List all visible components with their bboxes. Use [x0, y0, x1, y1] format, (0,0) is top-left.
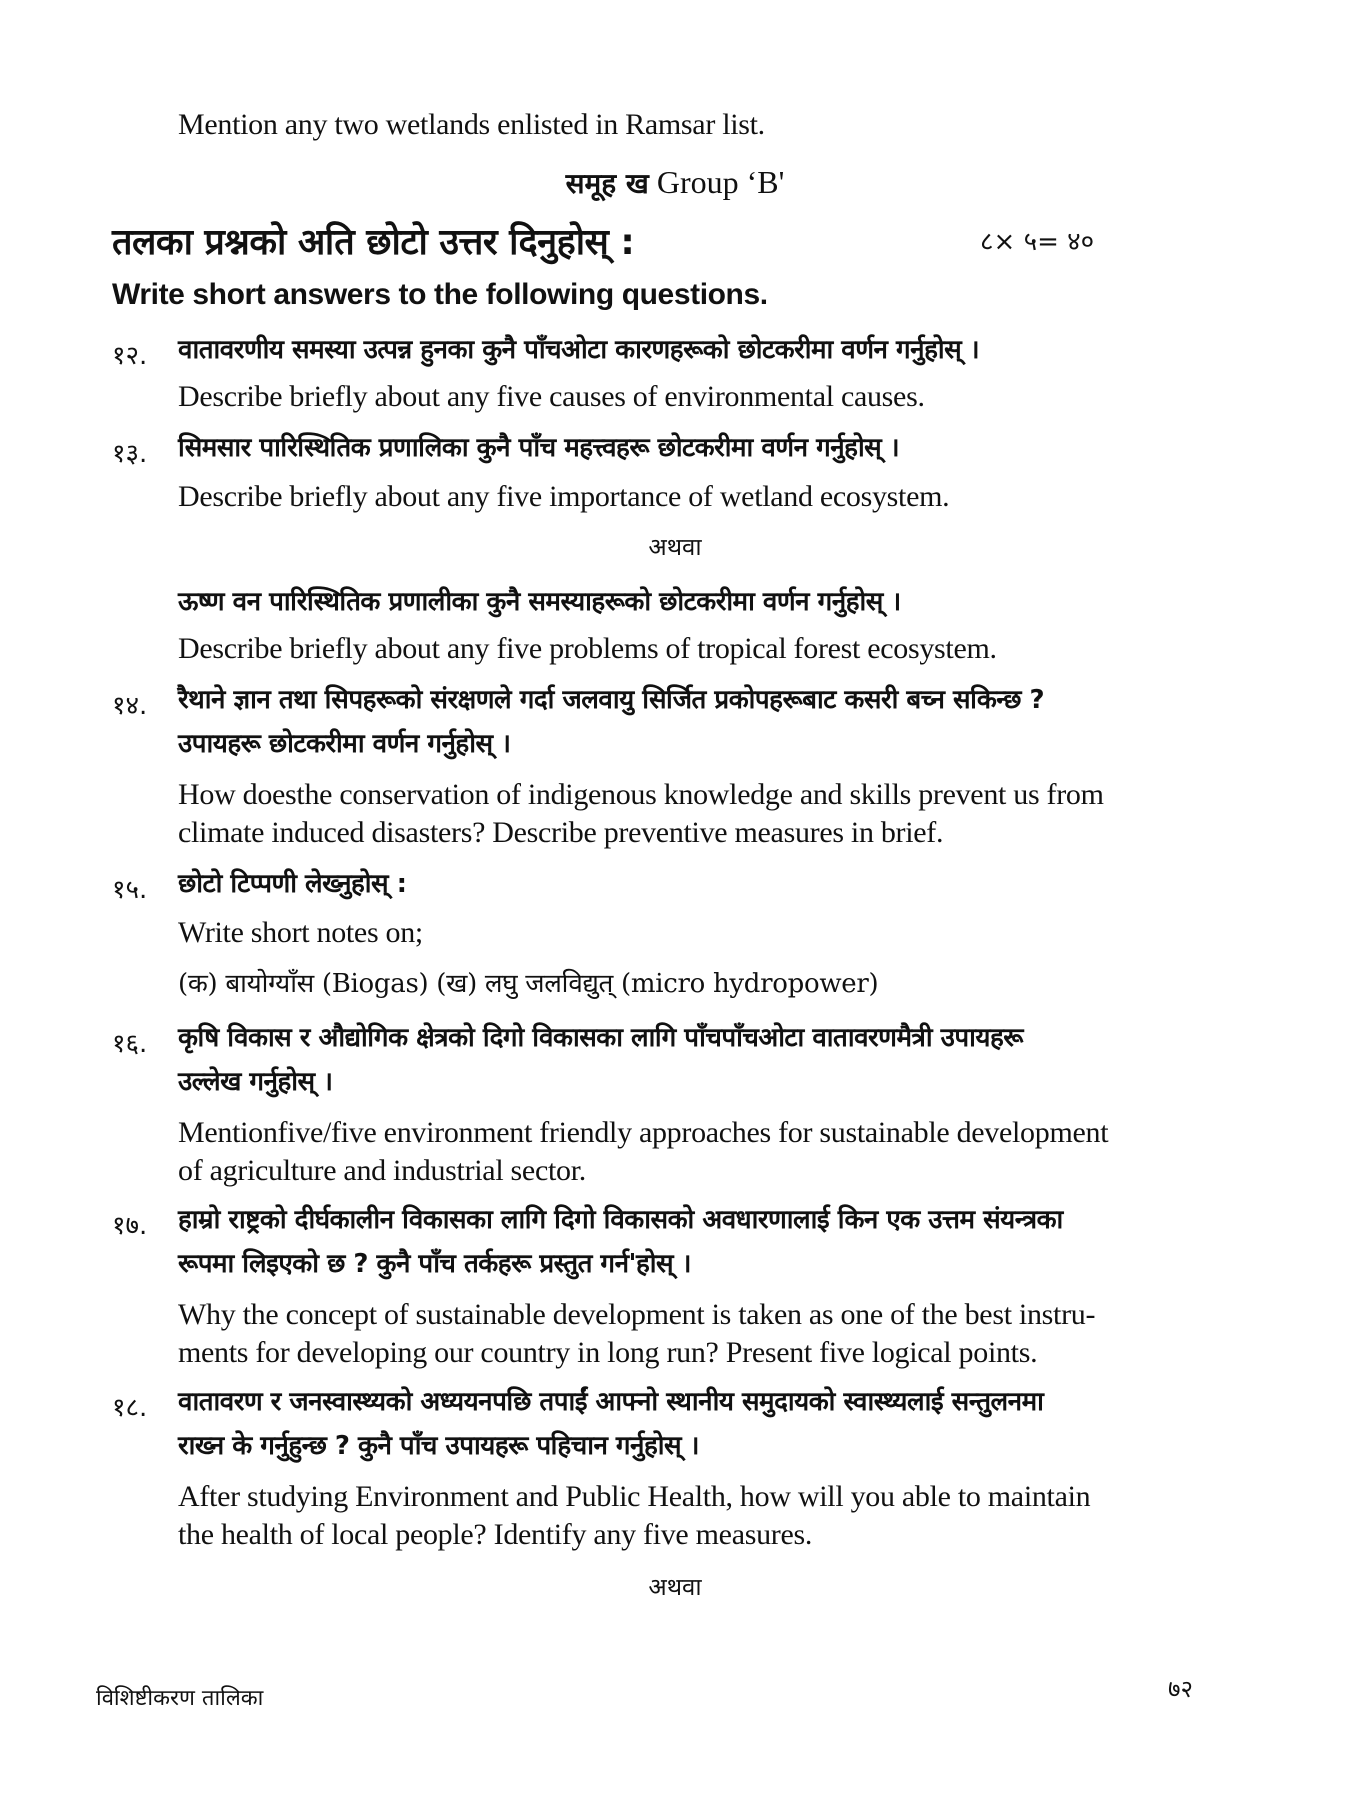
question-english-text: Describe briefly about any five importance of wetland ecosystem. [178, 480, 950, 513]
instruction-english: Write short answers to the following questions. [112, 278, 768, 311]
question-number: १६. [112, 1029, 148, 1059]
question-nepali-text: रैथाने ज्ञान तथा सिपहरूको संरक्षणले गर्दा जलवायु सिर्जित प्रकोपहरूबाट कसरी बच्न सकिन्छ ? [178, 685, 1045, 715]
question-english-text: climate induced disasters? Describe preventive measures in brief. [178, 816, 944, 849]
question-english-text: of agriculture and industrial sector. [178, 1154, 586, 1187]
marks-allocation: ८× ५= ४० [980, 227, 1095, 257]
alternative-nepali-text: ऊष्ण वन पारिस्थितिक प्रणालीका कुनै समस्याहरूको छोटकरीमा वर्णन गर्नुहोस् । [178, 587, 901, 617]
question-english-text: Why the concept of sustainable development is taken as one of the best instru- [178, 1298, 1096, 1331]
question-english-text: How doesthe conservation of indigenous knowledge and skills prevent us from [178, 778, 1104, 811]
group-heading [0, 164, 1350, 201]
question-nepali-text: सिमसार पारिस्थितिक प्रणालिका कुनै पाँच महत्त्वहरू छोटकरीमा वर्णन गर्नुहोस् । [178, 433, 900, 463]
group-heading-nepali: समूह ख [565, 167, 649, 200]
sub-items-text: (क) बायोग्याँस (Biogas) (ख) लघु जलविद्युत् (micro hydropower) [178, 969, 879, 999]
question-nepali-text: रूपमा लिइएको छ ? कुनै पाँच तर्कहरू प्रस्तुत गर्न'होस् । [178, 1249, 691, 1279]
question-english-text: the health of local people? Identify any five measures. [178, 1518, 813, 1551]
question-number: १७. [112, 1211, 148, 1241]
or-separator: अथवा [648, 533, 702, 561]
question-english-text: After studying Environment and Public Health, how will you able to maintain [178, 1480, 1091, 1513]
question-number: १८. [112, 1393, 148, 1423]
question-nepali-text: हाम्रो राष्ट्रको दीर्घकालीन विकासका लागि दिगो विकासको अवधारणालाई किन एक उत्तम संयन्त्रका [178, 1205, 1063, 1235]
question-english-text: Describe briefly about any five causes of environmental causes. [178, 380, 925, 413]
question-nepali-text: कृषि विकास र औद्योगिक क्षेत्रको दिगो विकासका लागि पाँचपाँचओटा वातावरणमैत्री उपायहरू [178, 1023, 1023, 1053]
question-nepali-text: उल्लेख गर्नुहोस् । [178, 1067, 333, 1097]
alternative-english-text: Describe briefly about any five problems of tropical forest ecosystem. [178, 632, 997, 665]
footer-title: विशिष्टीकरण तालिका [96, 1686, 264, 1711]
question-english-text: Mentionfive/five environment friendly approaches for sustainable development [178, 1116, 1109, 1149]
or-separator: अथवा [648, 1573, 702, 1601]
question-nepali-text: राख्न के गर्नुहुन्छ ? कुनै पाँच उपायहरू पहिचान गर्नुहोस् । [178, 1431, 700, 1461]
instruction-nepali: तलका प्रश्नको अति छोटो उत्तर दिनुहोस् : [112, 222, 635, 263]
page-number: ७२ [1168, 1675, 1193, 1703]
question-nepali-text: उपायहरू छोटकरीमा वर्णन गर्नुहोस् । [178, 729, 511, 759]
question-english-text: ments for developing our country in long run? Present five logical points. [178, 1336, 1038, 1369]
question-number: १४. [112, 691, 148, 721]
intro-question-text: Mention any two wetlands enlisted in Ramsar list. [178, 108, 765, 141]
question-nepali-text: वातावरण र जनस्वास्थ्यको अध्ययनपछि तपाईं आफ्नो स्थानीय समुदायको स्वास्थ्यलाई सन्तुलनमा [178, 1387, 1044, 1417]
question-number: १५. [112, 875, 148, 905]
question-number: १२. [112, 341, 148, 371]
group-heading-english: Group ‘B' [656, 164, 785, 200]
question-number: १३. [112, 439, 148, 469]
question-nepali-text: वातावरणीय समस्या उत्पन्न हुनका कुनै पाँचओटा कारणहरूको छोटकरीमा वर्णन गर्नुहोस् । [178, 335, 980, 365]
question-nepali-text: छोटो टिप्पणी लेख्नुहोस् : [178, 869, 407, 899]
question-english-text: Write short notes on; [178, 916, 423, 949]
